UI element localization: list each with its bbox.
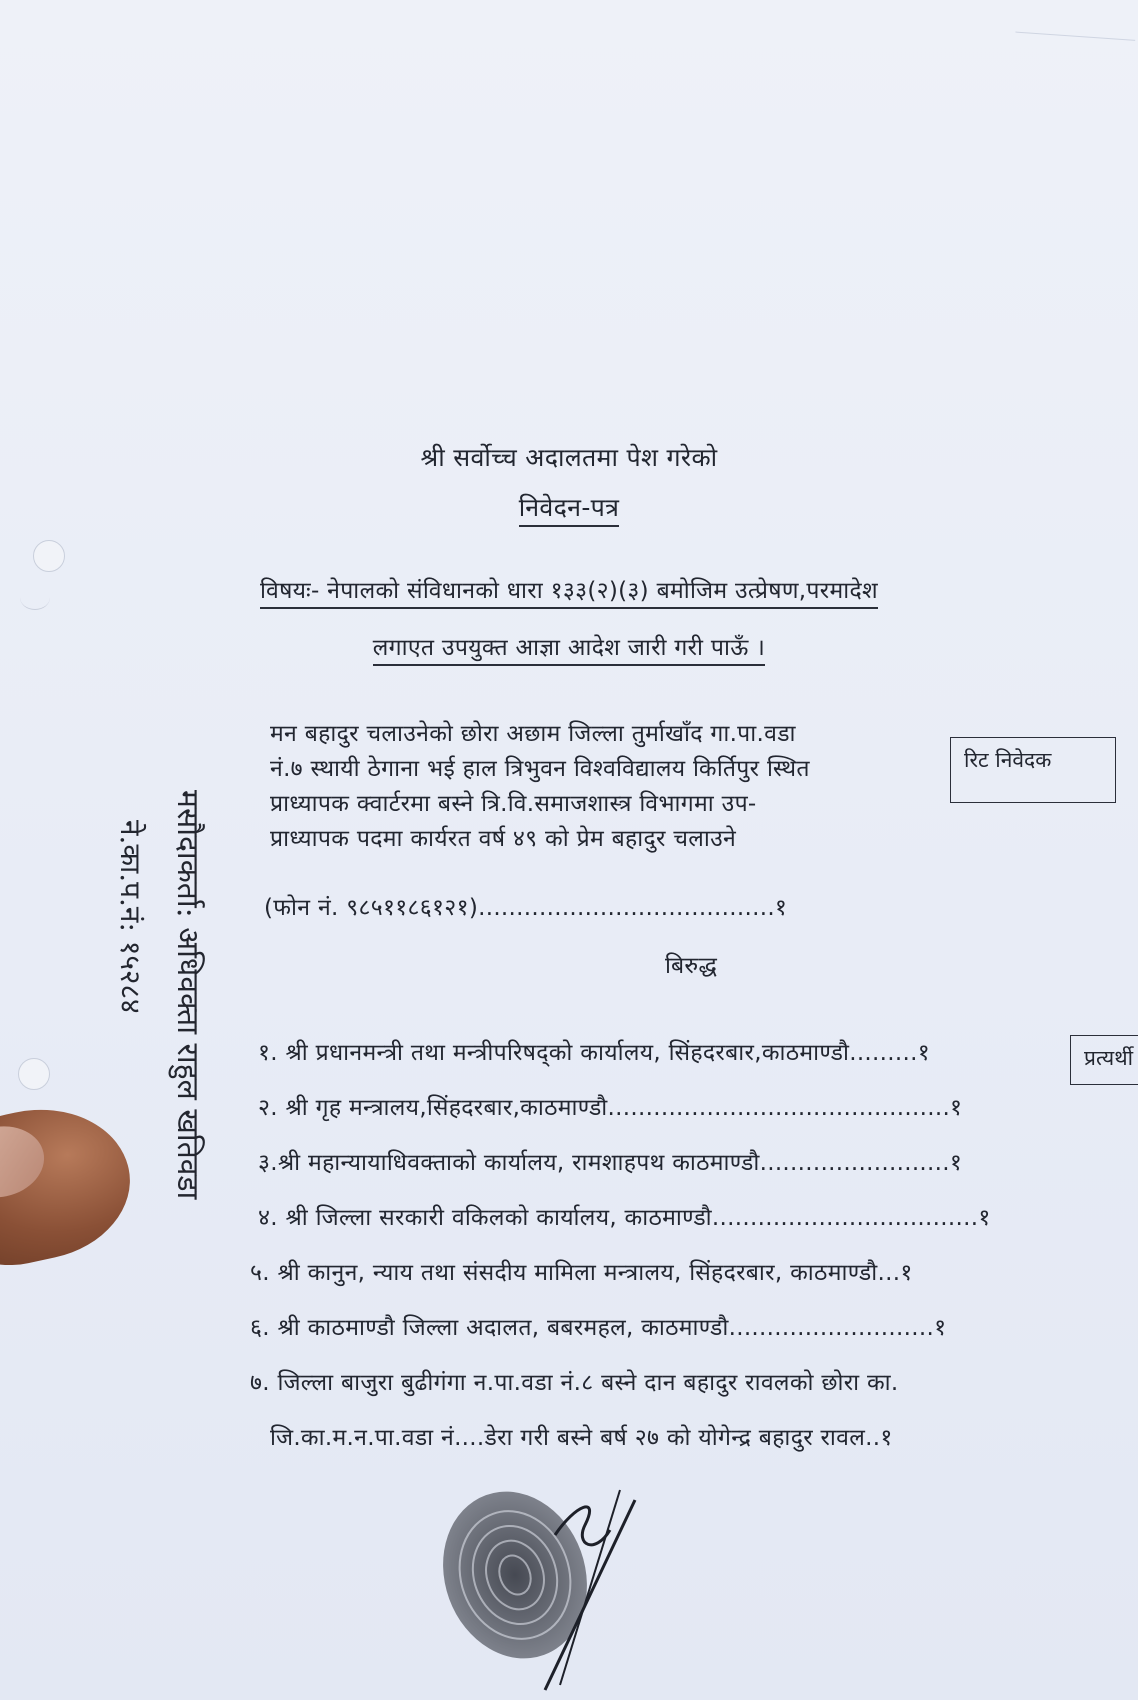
handwritten-license-number: ने.का.प.नं: १५२८४ — [114, 820, 147, 1014]
thumbprint-signature — [425, 1485, 685, 1700]
respondent-item: ७. जिल्ला बाजुरा बुढीगंगा न.पा.वडा नं.८ बस्ने दान बहादुर रावलको छोरा का. — [250, 1370, 899, 1396]
subject-line-1-wrap — [0, 573, 1138, 605]
subject-line-2-wrap — [0, 630, 1138, 662]
document-title-wrap — [0, 490, 1138, 524]
paper-fold — [1015, 0, 1138, 41]
petitioner-line: प्राध्यापक पदमा कार्यरत वर्ष ४९ को प्रेम बहादुर चलाउने — [270, 826, 737, 852]
respondent-item: १. श्री प्रधानमन्त्री तथा मन्त्रीपरिषद्को कार्यालय, सिंहदरबार,काठमाण्डौ.........१ — [258, 1040, 930, 1066]
fingernail — [0, 1118, 51, 1205]
petitioner-role-box — [950, 737, 1116, 803]
punch-hole — [18, 1058, 50, 1090]
subject-line-1: विषयः- नेपालको संविधानको धारा १३३(२)(३) बमोजिम उत्प्रेषण,परमादेश — [260, 578, 878, 609]
petitioner-line: प्राध्यापक क्वार्टरमा बस्ने त्रि.वि.समाजशास्त्र विभागमा उप- — [270, 791, 757, 817]
petitioner-phone: (फोन नं. ९८५११८६१२१).......................................१ — [264, 895, 788, 921]
respondent-item: ४. श्री जिल्ला सरकारी वकिलको कार्यालय, काठमाण्डौ...................................१ — [258, 1205, 991, 1231]
respondent-role-box — [1070, 1035, 1138, 1085]
respondent-item: २. श्री गृह मन्त्रालय,सिंहदरबार,काठमाण्डौ.............................................१ — [258, 1095, 963, 1121]
punch-hole — [33, 540, 65, 572]
respondent-item: ३.श्री महान्यायाधिवक्ताको कार्यालय, रामशाहपथ काठमाण्डौ.........................१ — [258, 1150, 963, 1176]
versus-label: बिरुद्ध — [665, 953, 718, 979]
petitioner-line: मन बहादुर चलाउनेको छोरा अछाम जिल्ला तुर्माखाँद गा.पा.वडा — [270, 721, 796, 747]
handwritten-drafter-note: मसौदाकर्ता: अधिवक्ता राहुल खतिवडा — [170, 790, 205, 1200]
respondent-role-label: प्रत्यर्थी — [1084, 1046, 1134, 1070]
court-heading: श्री सर्वोच्च अदालतमा पेश गरेको — [420, 443, 718, 472]
respondent-item: ६. श्री काठमाण्डौ जिल्ला अदालत, बबरमहल, काठमाण्डौ...........................१ — [250, 1315, 947, 1341]
petitioner-role-label: रिट निवेदक — [964, 748, 1052, 772]
petitioner-line: नं.७ स्थायी ठेगाना भई हाल त्रिभुवन विश्वविद्यालय किर्तिपुर स्थित — [270, 756, 810, 782]
document-title: निवेदन-पत्र — [519, 493, 620, 527]
respondent-item: जि.का.म.न.पा.वडा नं....डेरा गरी बस्ने बर्ष २७ को योगेन्द्र बहादुर रावल..१ — [270, 1425, 893, 1451]
subject-line-2: लगाएत उपयुक्त आज्ञा आदेश जारी गरी पाऊँ । — [373, 635, 765, 666]
holding-finger — [0, 1092, 144, 1278]
respondent-item: ५. श्री कानुन, न्याय तथा संसदीय मामिला मन्त्रालय, सिंहदरबार, काठमाण्डौ...१ — [250, 1260, 913, 1286]
